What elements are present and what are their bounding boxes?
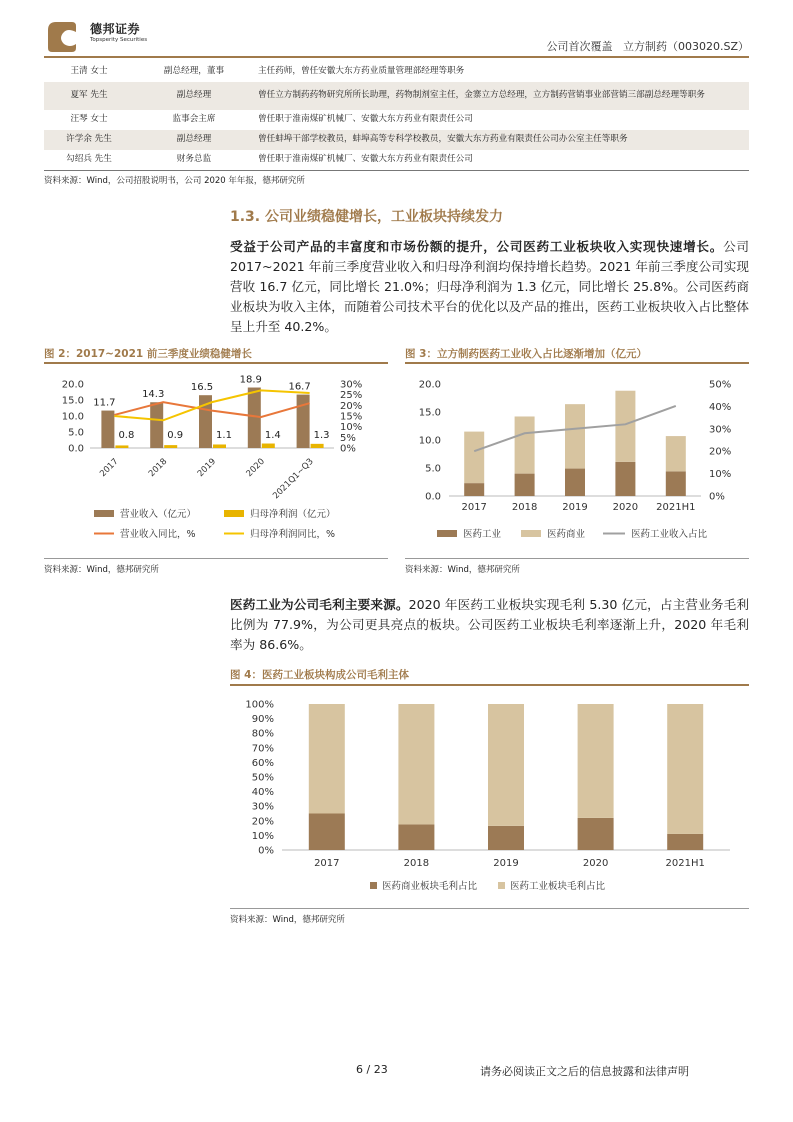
fig2-data-label-revenue: 16.7 xyxy=(288,381,311,393)
fig3-xtick-label: 2021H1 xyxy=(656,502,696,513)
fig2-xtick-label: 2017 xyxy=(98,456,121,480)
fig2-bottom-rule xyxy=(44,558,388,559)
fig2-title: 图 2：2017~2021 前三季度业绩稳健增长 xyxy=(44,348,252,360)
fig4-bar-commerce xyxy=(398,824,434,850)
fig4-ytick-label: 10% xyxy=(251,830,274,842)
person-position: 副总经理 xyxy=(134,130,254,150)
fig3-chart xyxy=(405,366,749,556)
report-header xyxy=(546,38,749,54)
company-name: 德邦证券 xyxy=(90,22,141,36)
fig4-ytick-label: 20% xyxy=(251,816,274,828)
person-description: 曾任蚌埠干部学校教员，蚌埠高等专科学校教员，安徽大东方药业有限责任公司办公室主任等职务 xyxy=(254,130,749,150)
fig4-legend-label: 医药商业板块毛利占比 xyxy=(382,881,478,892)
page-number: 6 / 23 xyxy=(356,1063,388,1076)
fig2-source: 资料来源：Wind，德邦研究所 xyxy=(44,565,159,575)
fig2-bar-revenue xyxy=(101,411,114,448)
fig2-xtick-label: 2021Q1~Q3 xyxy=(271,456,316,502)
fig2-y2tick-label: 10% xyxy=(340,422,363,434)
fig2-chart xyxy=(44,366,388,556)
fig4-title-rule xyxy=(230,684,749,686)
fig3-ytick-label: 10.0 xyxy=(418,435,441,447)
fig2-bar-netprofit xyxy=(262,444,275,448)
fig4-ytick-label: 80% xyxy=(251,728,274,740)
fig4-bar-commerce xyxy=(578,818,614,850)
fig4-xtick-label: 2017 xyxy=(314,858,340,869)
person-name: 汪琴 女士 xyxy=(70,114,108,125)
fig3-legend-label: 医药工业 xyxy=(463,529,502,540)
fig3-bar-industry xyxy=(666,471,686,496)
fig3-legend-swatch xyxy=(437,530,457,537)
person-description: 曾任职于淮南煤矿机械厂、安徽大东方药业有限责任公司 xyxy=(258,154,473,165)
fig2-data-label-netprofit: 1.1 xyxy=(216,430,232,441)
table-row xyxy=(44,62,749,82)
person-description: 主任药师，曾任安徽大东方药业质量管理部经理等职务 xyxy=(258,66,465,77)
person-name: 王清 女士 xyxy=(70,66,108,77)
fig4-bar-industry xyxy=(667,704,703,834)
fig2-data-label-revenue: 11.7 xyxy=(93,397,116,409)
fig4-bar-industry xyxy=(578,704,614,818)
fig2-ytick-label: 20.0 xyxy=(61,379,84,391)
fig2-bar-netprofit xyxy=(311,444,324,448)
company-en-name: Topsperity Securities xyxy=(90,37,148,43)
fig3-bar-industry xyxy=(615,462,635,496)
fig3-xtick-label: 2018 xyxy=(511,502,538,513)
fig4-bar-commerce xyxy=(488,826,524,850)
fig3-bar-industry xyxy=(565,469,585,496)
fig3-xtick-label: 2020 xyxy=(612,502,639,513)
fig2-data-label-revenue: 16.5 xyxy=(190,382,214,394)
fig3-ytick-label: 0.0 xyxy=(425,491,441,503)
fig2-y2tick-label: 25% xyxy=(340,390,363,402)
table-bottom-rule xyxy=(44,170,749,171)
fig2-legend-label: 归母净利润同比，% xyxy=(250,529,336,540)
paragraph-body: 公司 2017~2021 年前三季度营业收入和归母净利润均保持增长趋势。2021 年前三季度公司实现营收 16.7 亿元，同比增长 21.0%；归母净利润为 1.3 亿元，同比增长 25.8%。公司医药商业板块为收入主体，而随着公司技术平台的优化以及产品的推出，医药工业板块收入占比整体呈上升至 40.2%。 xyxy=(230,239,750,334)
fig3-bar-industry xyxy=(464,483,484,496)
fig4-ytick-label: 90% xyxy=(251,714,274,726)
fig2-data-label-netprofit: 1.3 xyxy=(313,430,330,441)
fig2-xtick-label: 2020 xyxy=(244,456,267,480)
table-row xyxy=(44,130,749,150)
paragraph-revenue xyxy=(230,237,749,337)
fig2-bar-netprofit xyxy=(115,445,128,448)
fig4-ytick-label: 70% xyxy=(251,743,274,755)
fig3-bar-commerce xyxy=(565,404,585,468)
fig2-title-rule xyxy=(44,362,388,364)
fig4-source: 资料来源：Wind，德邦研究所 xyxy=(230,915,345,925)
fig3-ytick-label: 20.0 xyxy=(418,379,441,391)
fig3-bottom-rule xyxy=(405,558,749,559)
person-name: 勾绍兵 先生 xyxy=(66,154,112,165)
fig4-xtick-label: 2020 xyxy=(582,858,609,869)
fig3-y2tick-label: 20% xyxy=(709,446,732,458)
fig2-y2tick-label: 5% xyxy=(340,432,356,444)
fig2-bar-revenue xyxy=(297,395,310,448)
fig3-title: 图 3：立方制药医药工业收入占比逐渐增加（亿元） xyxy=(405,348,647,360)
fig3-bar-commerce xyxy=(464,432,484,484)
fig3-y2tick-label: 30% xyxy=(709,424,732,436)
fig3-y2tick-label: 10% xyxy=(709,469,732,481)
person-position: 监事会主席 xyxy=(172,114,216,125)
footer-disclaimer: 请务必阅读正文之后的信息披露和法律声明 xyxy=(480,1065,689,1078)
fig4-bar-commerce xyxy=(309,814,345,851)
person-position: 财务总监 xyxy=(176,154,212,165)
fig2-legend-label: 营业收入同比，% xyxy=(120,529,196,540)
table-row xyxy=(44,82,749,110)
fig2-bar-netprofit xyxy=(164,445,177,448)
fig2-ytick-label: 0.0 xyxy=(68,443,84,455)
fig4-legend-swatch xyxy=(498,882,505,889)
fig4-title: 图 4：医药工业板块构成公司毛利主体 xyxy=(230,669,409,681)
header-divider xyxy=(44,56,749,58)
fig2-y2tick-label: 0% xyxy=(340,443,356,455)
fig3-legend-swatch xyxy=(521,530,541,537)
fig2-y2tick-label: 30% xyxy=(340,379,363,391)
fig4-bar-industry xyxy=(309,704,345,814)
paragraph-body: 2020 年医药工业板块实现毛利 5.30 亿元，占主营业务毛利比例为 77.9%，为公司更具亮点的板块。公司医药工业板块毛利率逐渐上升，2020 年毛利率为 86.6%。 xyxy=(230,597,749,652)
fig3-title-rule xyxy=(405,362,749,364)
fig4-bar-commerce xyxy=(667,834,703,850)
table-row xyxy=(44,110,749,130)
report-title: 公司首次覆盖 xyxy=(546,40,613,53)
fig2-ytick-label: 5.0 xyxy=(68,427,84,439)
fig4-ytick-label: 60% xyxy=(251,757,274,769)
fig2-data-label-revenue: 14.3 xyxy=(142,389,165,401)
fig3-bar-commerce xyxy=(666,436,686,471)
fig3-y2tick-label: 0% xyxy=(709,491,725,503)
fig3-legend-label: 医药商业 xyxy=(547,529,586,540)
fig2-data-label-netprofit: 0.8 xyxy=(118,430,135,441)
fig4-chart xyxy=(230,690,749,905)
fig2-y2tick-label: 15% xyxy=(340,411,363,423)
fig2-legend-swatch xyxy=(94,510,114,517)
fig3-y2tick-label: 40% xyxy=(709,401,732,413)
management-table xyxy=(44,62,749,170)
fig2-xtick-label: 2018 xyxy=(146,456,170,480)
fig4-legend-label: 医药工业板块毛利占比 xyxy=(510,881,606,892)
fig3-bar-industry xyxy=(515,474,535,496)
fig4-bar-industry xyxy=(398,704,434,824)
fig2-legend-label: 营业收入（亿元） xyxy=(120,509,197,520)
fig2-ytick-label: 10.0 xyxy=(61,411,84,423)
fig4-ytick-label: 40% xyxy=(251,787,274,799)
fig4-bottom-rule xyxy=(230,908,749,909)
fig2-xtick-label: 2019 xyxy=(195,456,219,480)
fig4-legend-swatch xyxy=(370,882,377,889)
fig4-ytick-label: 0% xyxy=(258,845,274,857)
fig3-y2tick-label: 50% xyxy=(709,379,732,391)
fig4-ytick-label: 100% xyxy=(245,699,274,711)
fig3-ytick-label: 15.0 xyxy=(418,407,441,419)
fig2-bar-netprofit xyxy=(213,444,226,448)
stock-code: 立方制药（003020.SZ） xyxy=(622,40,749,53)
fig2-ytick-label: 15.0 xyxy=(61,395,84,407)
fig3-xtick-label: 2019 xyxy=(562,502,588,513)
fig2-data-label-revenue: 18.9 xyxy=(239,374,262,386)
fig4-xtick-label: 2018 xyxy=(403,858,430,869)
fig3-xtick-label: 2017 xyxy=(461,502,487,513)
fig4-xtick-label: 2021H1 xyxy=(665,858,705,869)
section-title: 1.3. 公司业绩稳健增长，工业板块持续发力 xyxy=(230,209,503,225)
fig4-ytick-label: 30% xyxy=(251,801,274,813)
fig2-y2tick-label: 20% xyxy=(340,400,363,412)
table-source: 资料来源：Wind，公司招股说明书，公司 2020 年年报，德邦研究所 xyxy=(44,176,305,186)
fig3-bar-commerce xyxy=(515,416,535,473)
paragraph-lead: 受益于公司产品的丰富度和市场份额的提升，公司医药工业板块收入实现快速增长。 xyxy=(230,239,724,254)
fig2-legend-swatch xyxy=(224,510,244,517)
fig3-source: 资料来源：Wind，德邦研究所 xyxy=(405,565,520,575)
person-description: 曾任立方制药药物研究所所长助理，药物制剂室主任，金寨立方总经理，立方制药营销事业部营销三部副总经理等职务 xyxy=(254,82,749,110)
fig2-data-label-netprofit: 0.9 xyxy=(167,430,184,441)
paragraph-lead: 医药工业为公司毛利主要来源。 xyxy=(230,597,409,612)
fig2-data-label-netprofit: 1.4 xyxy=(264,430,281,441)
fig2-bar-revenue xyxy=(150,402,163,448)
fig4-ytick-label: 50% xyxy=(251,772,274,784)
fig3-bar-commerce xyxy=(615,391,635,462)
person-position: 副总经理，董事 xyxy=(163,66,225,77)
person-description: 曾任职于淮南煤矿机械厂、安徽大东方药业有限责任公司 xyxy=(258,114,473,125)
table-row xyxy=(44,150,749,170)
paragraph-gross-profit xyxy=(230,595,749,655)
person-position: 副总经理 xyxy=(134,82,254,110)
fig3-legend-label: 医药工业收入占比 xyxy=(631,529,708,540)
fig4-xtick-label: 2019 xyxy=(493,858,519,869)
fig4-bar-industry xyxy=(488,704,524,826)
fig2-legend-label: 归母净利润（亿元） xyxy=(250,509,336,520)
person-name: 夏军 先生 xyxy=(44,82,134,110)
person-name: 许学余 先生 xyxy=(44,130,134,150)
fig3-ytick-label: 5.0 xyxy=(425,463,441,475)
